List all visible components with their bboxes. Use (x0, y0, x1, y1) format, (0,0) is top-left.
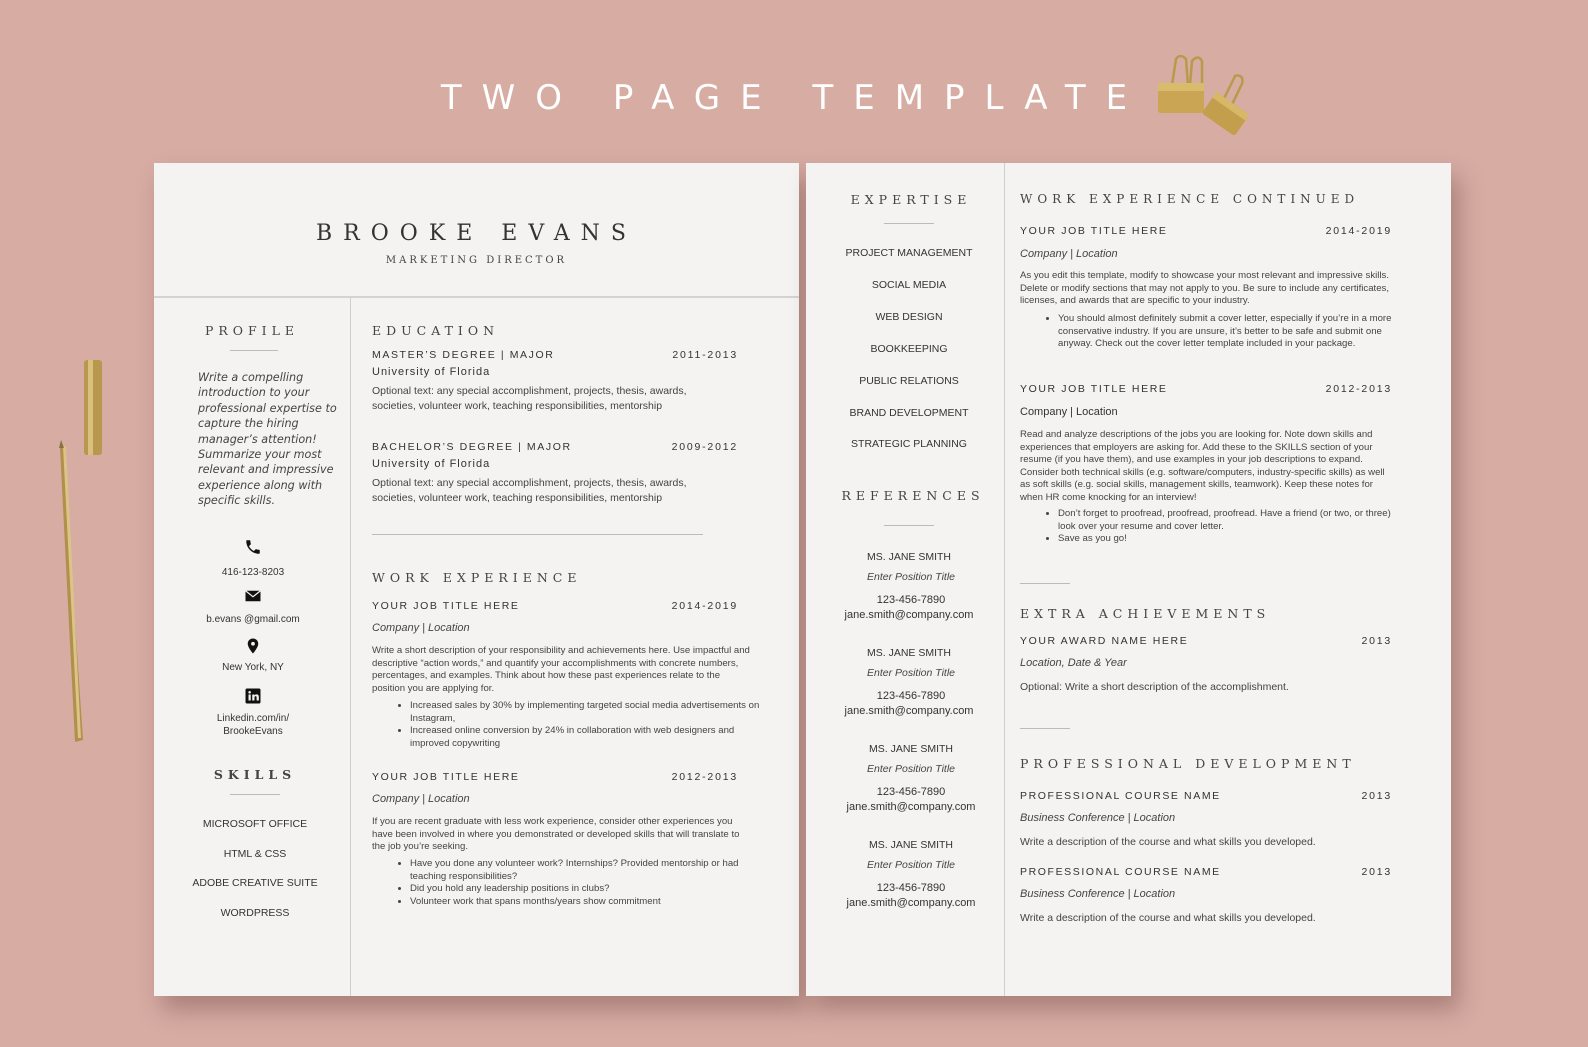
list-item: • Volunteer work that spans months/years show commitment (410, 896, 750, 909)
reference-email: jane.smith@company.com (846, 897, 976, 909)
resume-page-2 (806, 163, 1451, 996)
course-year: 2013 (1361, 790, 1392, 802)
section-rule (1020, 728, 1070, 729)
skills-rule (230, 794, 280, 795)
reference-phone: 123-456-7890 (876, 882, 946, 894)
skill-item: ADOBE CREATIVE SUITE (192, 877, 318, 889)
job-bullets (396, 700, 760, 750)
job-title: YOUR JOB TITLE HERE (372, 771, 520, 783)
reference-phone: 123-456-7890 (876, 594, 946, 606)
phone-icon (244, 538, 262, 556)
expertise-item: BRAND DEVELOPMENT (849, 407, 969, 419)
linkedin-text-2: BrookeEvans (223, 726, 283, 737)
job-years: 2014-2019 (1325, 225, 1392, 237)
list-item: • Increased sales by 30% by implementing targeted social media advertisements on Instagram, (410, 700, 760, 725)
reference-email: jane.smith@company.com (846, 801, 976, 813)
list-item: • You should almost definitely submit a cover letter, especially if you’re in a more conservative industry. If you are unsure, it’s better to be safe and submit one anyway. Check out the cover letter template included in your package. (1058, 313, 1400, 351)
phone-text: 416-123-8203 (221, 567, 285, 578)
job-description: Read and analyze descriptions of the jobs you are looking for. Note down skills and experiences that employers are asking for. Add these to the SKILLS section of your resume (if you have them), and use examples in your job descriptions to expand. Consider both technical skills (e.g. software/computers, industry-specific skills) as well as soft skills (e.g. social skills, management skills, teamwork). Keep these notes for when HR come knocking for an interview! (1020, 429, 1385, 503)
reference-phone: 123-456-7890 (876, 690, 946, 702)
degree-years: 2009-2012 (671, 441, 738, 453)
school-name: University of Florida (372, 366, 491, 378)
job-years: 2012-2013 (671, 771, 738, 783)
references-rule (884, 525, 934, 526)
job-bullets (1044, 508, 1398, 546)
course-year: 2013 (1361, 866, 1392, 878)
list-item: • Don’t forget to proofread, proofread, proofread. Have a friend (or two, or three) look over your resume and cover letter. (1058, 508, 1398, 533)
linkedin-icon (244, 687, 262, 705)
skill-item: HTML & CSS (223, 848, 287, 860)
binder-clips-icon (1158, 55, 1288, 145)
job-description: Write a short description of your responsibility and achievements here. Use impactful and descriptive “action words,” and quantify your accomplishments with concrete numbers, percentages, and examples. Think about how these past experiences relate to the position you are applying for. (372, 645, 750, 694)
reference-position: Enter Position Title (866, 667, 956, 679)
job-years: 2014-2019 (671, 600, 738, 612)
resume-page-1 (154, 163, 799, 996)
award-name: YOUR AWARD NAME HERE (1020, 635, 1189, 647)
job-years: 2012-2013 (1325, 383, 1392, 395)
column-divider (350, 298, 351, 996)
expertise-heading: EXPERTISE (850, 192, 972, 207)
award-year: 2013 (1361, 635, 1392, 647)
course-text: Write a description of the course and what skills you developed. (1020, 836, 1316, 848)
profile-text: Write a compelling introduction to your professional expertise to capture the hiring manager’s attention! Summarize your most relevant and impressive experience along with specific skills. (198, 371, 337, 508)
expertise-item: WEB DESIGN (875, 311, 943, 323)
degree-years: 2011-2013 (672, 349, 738, 361)
headline: TWO PAGE TEMPLATE (440, 78, 1148, 118)
reference-email: jane.smith@company.com (844, 705, 974, 717)
development-heading: PROFESSIONAL DEVELOPMENT (1020, 756, 1356, 771)
section-rule (1020, 583, 1070, 584)
expertise-item: PUBLIC RELATIONS (859, 375, 959, 387)
expertise-item: BOOKKEEPING (870, 343, 948, 355)
job-bullets (396, 858, 750, 908)
reference-position: Enter Position Title (866, 571, 956, 583)
list-item: • Did you hold any leadership positions in clubs? (410, 883, 750, 896)
reference-name: MS. JANE SMITH (868, 743, 953, 755)
course-org: Business Conference | Location (1020, 888, 1176, 900)
list-item: • Save as you go! (1058, 533, 1398, 546)
course-text: Write a description of the course and what skills you developed. (1020, 912, 1316, 924)
resume-title: MARKETING DIRECTOR (385, 255, 568, 266)
degree-title: MASTER’S DEGREE | MAJOR (372, 349, 555, 361)
email-text: b.evans @gmail.com (206, 614, 300, 625)
mail-icon (244, 587, 262, 605)
reference-name: MS. JANE SMITH (866, 551, 951, 563)
location-pin-icon (244, 637, 262, 655)
reference-phone: 123-456-7890 (876, 786, 946, 798)
profile-rule (230, 350, 278, 351)
reference-position: Enter Position Title (866, 859, 956, 871)
linkedin-text-1: Linkedin.com/in/ (216, 713, 290, 724)
job-title: YOUR JOB TITLE HERE (372, 600, 520, 612)
job-bullets (1044, 313, 1400, 351)
job-description: As you edit this template, modify to showcase your most relevant and impressive skills. Delete or modify sections that may not apply to you. Be sure to include any certificates, licenses, and awards that are specific to your industry. (1020, 270, 1390, 307)
job-description: If you are recent graduate with less work experience, consider other experiences you have been involved in where you demonstrated or developed skills that will translate to the job you’re seeking. (372, 816, 740, 853)
course-org: Business Conference | Location (1020, 812, 1176, 824)
references-heading: REFERENCES (841, 488, 985, 503)
job-company: Company | Location (372, 622, 470, 634)
reference-name: MS. JANE SMITH (868, 839, 953, 851)
job-title: YOUR JOB TITLE HERE (1020, 383, 1168, 395)
reference-position: Enter Position Title (866, 763, 956, 775)
job-company: Company | Location (372, 793, 470, 805)
header-divider (154, 296, 799, 298)
education-heading: EDUCATION (372, 323, 500, 338)
expertise-item: PROJECT MANAGEMENT (845, 247, 973, 259)
course-name: PROFESSIONAL COURSE NAME (1020, 790, 1221, 802)
job-title: YOUR JOB TITLE HERE (1020, 225, 1168, 237)
education-text: Optional text: any special accomplishment, projects, thesis, awards, societies, volunteer work, teaching responsibilities, mentorship (372, 477, 687, 504)
achievements-heading: EXTRA ACHIEVEMENTS (1020, 606, 1271, 621)
pen-icon (55, 360, 115, 750)
profile-heading: PROFILE (204, 323, 300, 338)
job-company: Company | Location (1020, 406, 1118, 418)
skills-heading: SKILLS (213, 767, 297, 782)
award-text: Optional: Write a short description of the accomplishment. (1020, 681, 1289, 693)
work-heading: WORK EXPERIENCE (372, 570, 582, 585)
education-rule (372, 534, 703, 535)
reference-name: MS. JANE SMITH (866, 647, 951, 659)
award-details: Location, Date & Year (1020, 657, 1127, 669)
degree-title: BACHELOR’S DEGREE | MAJOR (372, 441, 572, 453)
list-item: • Have you done any volunteer work? Internships? Provided mentorship or had teaching responsibilities? (410, 858, 750, 883)
resume-name: BROOKE EVANS (316, 221, 637, 246)
school-name: University of Florida (372, 458, 491, 470)
expertise-item: STRATEGIC PLANNING (851, 438, 967, 450)
location-text: New York, NY (222, 662, 284, 673)
skill-item: WORDPRESS (220, 907, 290, 919)
course-name: PROFESSIONAL COURSE NAME (1020, 866, 1221, 878)
job-company: Company | Location (1020, 248, 1118, 260)
skill-item: MICROSOFT OFFICE (202, 818, 308, 830)
education-text: Optional text: any special accomplishment, projects, thesis, awards, societies, volunteer work, teaching responsibilities, mentorship (372, 385, 687, 412)
reference-email: jane.smith@company.com (844, 609, 974, 621)
expertise-item: SOCIAL MEDIA (871, 279, 947, 291)
work-continued-heading: WORK EXPERIENCE CONTINUED (1020, 192, 1360, 206)
list-item: • Increased online conversion by 24% in collaboration with web designers and improved copywriting (410, 725, 760, 750)
expertise-rule (884, 223, 934, 224)
